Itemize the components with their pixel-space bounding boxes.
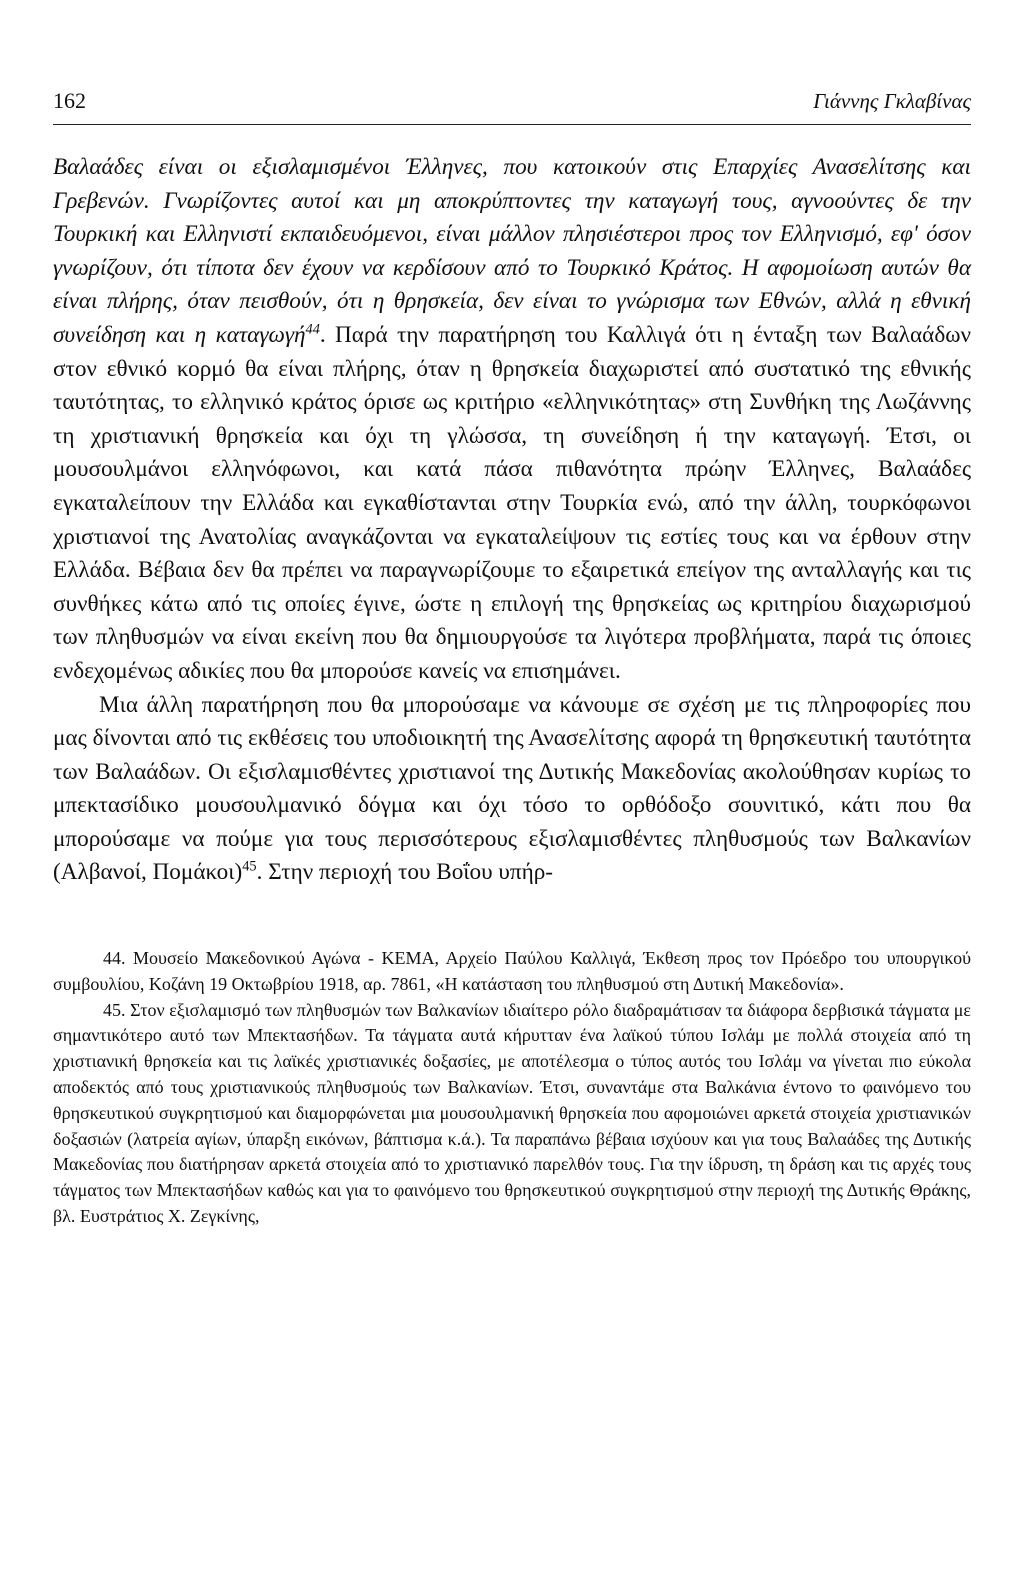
paragraph-text-tail: . Στην περιοχή του Βοΐου υπήρ- xyxy=(256,859,554,886)
running-head-author: Γιάννης Γκλαβίνας xyxy=(813,89,971,113)
paragraph-quote xyxy=(53,151,971,689)
footnote-45: 45. Στον εξισλαμισμό των πληθυσμών των Βαλκανίων ιδιαίτερο ρόλο διαδραμάτισαν τα διάφορα δερβισικά τάγματα με σημαντικότερο αυτό των Μπεκτασήδων. Τα τάγματα αυτά κήρυτταν ένα λαϊκού τύπου Ισλάμ με πολλά στοιχεία από τη χριστιανική θρησκεία και τις λαϊκές χριστιανικές δοξασίες, με αποτέλεσμα ο τύπος αυτός του Ισλάμ να γίνεται πιο εύκολα αποδεκτός από τους χριστιανικούς πληθυσμούς των Βαλκανίων. Έτσι, συναντάμε στα Βαλκάνια έντονο το φαινόμενο του θρησκευτικού συγκρητισμού και διαμορφώνεται μια μουσουλμανική θρησκεία που αφομοιώνει αρκετά στοιχεία χριστιανικών δοξασιών (λατρεία αγίων, ύπαρξη εικόνων, βάπτισμα κ.ά.). Τα παραπάνω βέβαια ισχύουν και για τους Βαλαάδες της Δυτικής Μακεδονίας που διατήρησαν αρκετά στοιχεία από το χριστιανικό παρελθόν τους. Για την ίδρυση, τη δράση και τις αρχές τους τάγματος των Μπεκτασήδων καθώς και για το φαινόμενο του θρησκευτικού συγκρητισμού στην περιοχή της Δυτικής Θράκης, βλ. Ευστράτιος Χ. Ζεγκίνης, xyxy=(53,999,971,1227)
book-page xyxy=(53,88,971,1230)
paragraph-text: Μια άλλη παρατήρηση που θα μπορούσαμε να κάνουμε σε σχέση με τις πληροφορίες που μας δίνονται από τις εκθέσεις του υποδιοικητή της Ανασελίτσης αφορά τη θρησκευτική ταυτότητα των Βαλαάδων. Οι εξισλαμισθέντες χριστιανοί της Δυτικής Μακεδονίας ακολούθησαν κυρίως το μπεκτασίδικο μουσουλμανικό δόγμα και όχι τόσο το ορθόδοξο σουνιτικό, κάτι που θα μπορούσαμε να πούμε για τους περισσότερους εξισλαμισθέντες πληθυσμούς των Βαλκανίων (Αλβανοί, Πομάκοι) xyxy=(53,691,971,886)
footnote-ref-44: 44 xyxy=(305,321,320,338)
page-header xyxy=(53,88,971,125)
quoted-report-text: Βαλαάδες είναι οι εξισλαμισμένοι Έλληνες, που κατοικούν στις Επαρχίες Ανασελίτσης και Γρεβενών. Γνωρίζοντες αυτοί και μη αποκρύπτοντες την καταγωγή τους, αγνοούντες δε την Τουρκική και Ελληνιστί εκπαιδευόμενοι, είναι μάλλον πλησιέστεροι προς τον Ελληνισμό, εφ' όσον γνωρίζουν, ότι τίποτα δεν έχουν να κερδίσουν από το Τουρκικό Κράτος. Η αφομοίωση αυτών θα είναι πλήρης, όταν πεισθούν, ότι η θρησκεία, δεν είναι το γνώρισμα των Εθνών, αλλά η εθνική συνείδηση και η καταγωγή xyxy=(53,154,971,348)
paragraph-religious-identity xyxy=(53,689,971,891)
footnotes xyxy=(53,946,971,1230)
footnote-ref-45: 45 xyxy=(242,858,257,875)
main-text xyxy=(53,151,971,890)
page-number: 162 xyxy=(53,88,86,113)
footnote-44: 44. Μουσείο Μακεδονικού Αγώνα - ΚΕΜΑ, Αρχείο Παύλου Καλλιγά, Έκθεση προς τον Πρόεδρο του υπουργικού συμβουλίου, Κοζάνη 19 Οκτωβρίου 1918, αρ. 7861, «Η κατάσταση του πληθυσμού στη Δυτική Μακεδονία». xyxy=(53,948,971,994)
paragraph-text: . Παρά την παρατήρηση του Καλλιγά ότι η ένταξη των Βαλαάδων στον εθνικό κορμό θα είναι πλήρης, όταν η θρησκεία διαχωριστεί από συστατικό της εθνικής ταυτότητας, το ελληνικό κράτος όρισε ως κριτήριο «ελληνικότητας» στη Συνθήκη της Λωζάννης τη χριστιανική θρησκεία και όχι τη γλώσσα, τη συνείδηση ή την καταγωγή. Έτσι, οι μουσουλμάνοι ελληνόφωνοι, και κατά πάσα πιθανότητα πρώην Έλληνες, Βαλαάδες εγκαταλείπουν την Ελλάδα και εγκαθίστανται στην Τουρκία ενώ, από την άλλη, τουρκόφωνοι χριστιανοί της Ανατολίας αναγκάζονται να εγκαταλείψουν τις εστίες τους και να έρθουν στην Ελλάδα. Βέβαια δεν θα πρέπει να παραγνωρίζουμε το εξαιρετικά επείγον της ανταλλαγής και τις συνθήκες κάτω από τις οποίες έγινε, ώστε η επιλογή της θρησκείας ως κριτηρίου διαχωρισμού των πληθυσμών να είναι εκείνη που θα δημιουργούσε τα λιγότερα προβλήματα, παρά τις όποιες ενδεχομένως αδικίες που θα μπορούσε κανείς να επισημάνει. xyxy=(53,321,971,684)
